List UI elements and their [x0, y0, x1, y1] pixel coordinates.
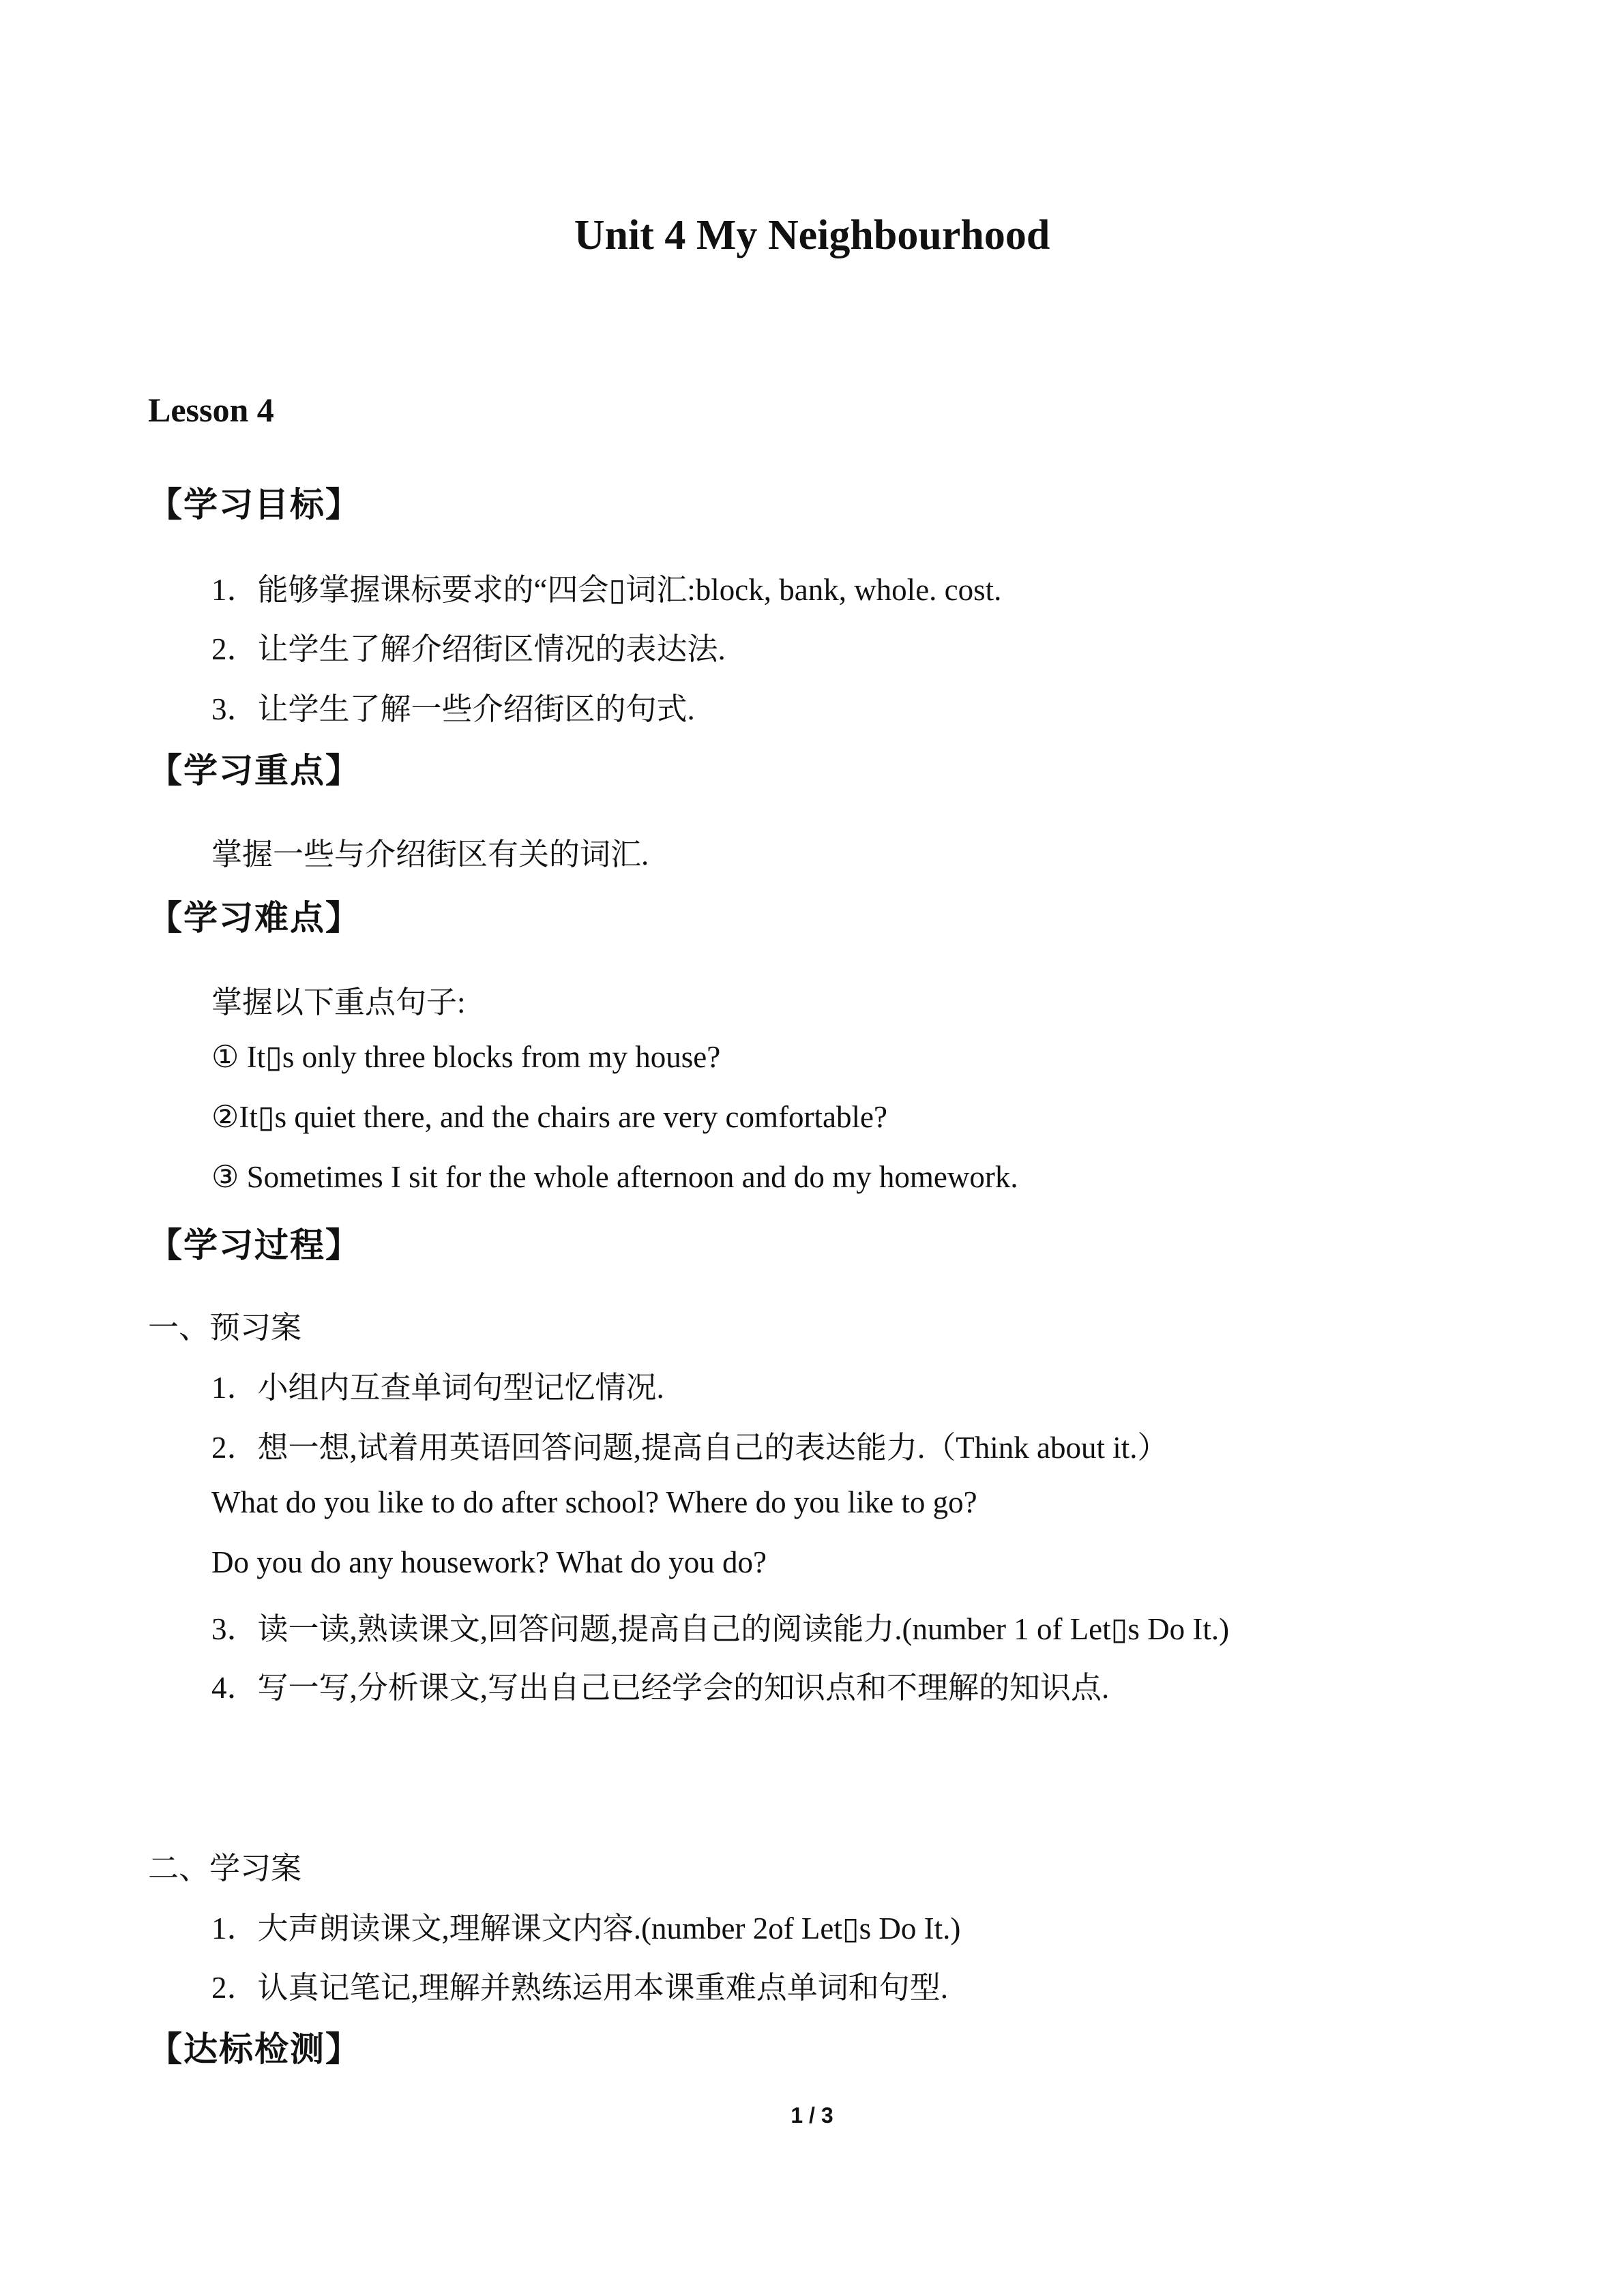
objectives-heading: 【学习目标】: [148, 485, 361, 524]
preview-item: 2．想一想,试着用英语回答问题,提高自己的表达能力.（Think about it.）: [211, 1431, 1168, 1465]
study-item: 2．认真记笔记,理解并熟练运用本课重难点单词和句型.: [211, 1971, 949, 2005]
key-point-item: 掌握一些与介绍街区有关的词汇.: [211, 837, 649, 871]
difficult-point-item: ① It▯s only three blocks from my house?: [211, 1040, 721, 1074]
objective-item: 3．让学生了解一些介绍街区的句式.: [211, 692, 695, 726]
difficult-point-item: 掌握以下重点句子:: [211, 985, 466, 1019]
lesson-label: Lesson 4: [148, 391, 274, 429]
objective-item: 1．能够掌握课标要求的“四会▯词汇:block, bank, whole. cost.: [211, 573, 1002, 607]
page-number: 1 / 3: [791, 2103, 833, 2128]
preview-item: Do you do any housework? What do you do?: [211, 1545, 767, 1579]
preview-item: 1．小组内互查单词句型记忆情况.: [211, 1371, 664, 1405]
difficult-point-item: ②It▯s quiet there, and the chairs are very comfortable?: [211, 1100, 887, 1134]
assessment-heading: 【达标检测】: [148, 2029, 361, 2069]
document-title: Unit 4 My Neighbourhood: [574, 212, 1050, 258]
preview-item: 4．写一写,分析课文,写出自己已经学会的知识点和不理解的知识点.: [211, 1671, 1110, 1705]
objective-item: 2．让学生了解介绍街区情况的表达法.: [211, 632, 726, 666]
process-heading: 【学习过程】: [148, 1225, 361, 1265]
key-points-heading: 【学习重点】: [148, 751, 361, 790]
preview-item: 3．读一读,熟读课文,回答问题,提高自己的阅读能力.(number 1 of Let▯s Do It.): [211, 1612, 1230, 1646]
study-item: 1．大声朗读课文,理解课文内容.(number 2of Let▯s Do It.): [211, 1911, 961, 1945]
difficult-points-heading: 【学习难点】: [148, 898, 361, 938]
difficult-point-item: ③ Sometimes I sit for the whole afternoon and do my homework.: [211, 1160, 1018, 1194]
preview-section-label: 一、预习案: [148, 1311, 302, 1345]
preview-item: What do you like to do after school? Where do you like to go?: [211, 1485, 977, 1519]
study-section-label: 二、学习案: [148, 1851, 302, 1885]
